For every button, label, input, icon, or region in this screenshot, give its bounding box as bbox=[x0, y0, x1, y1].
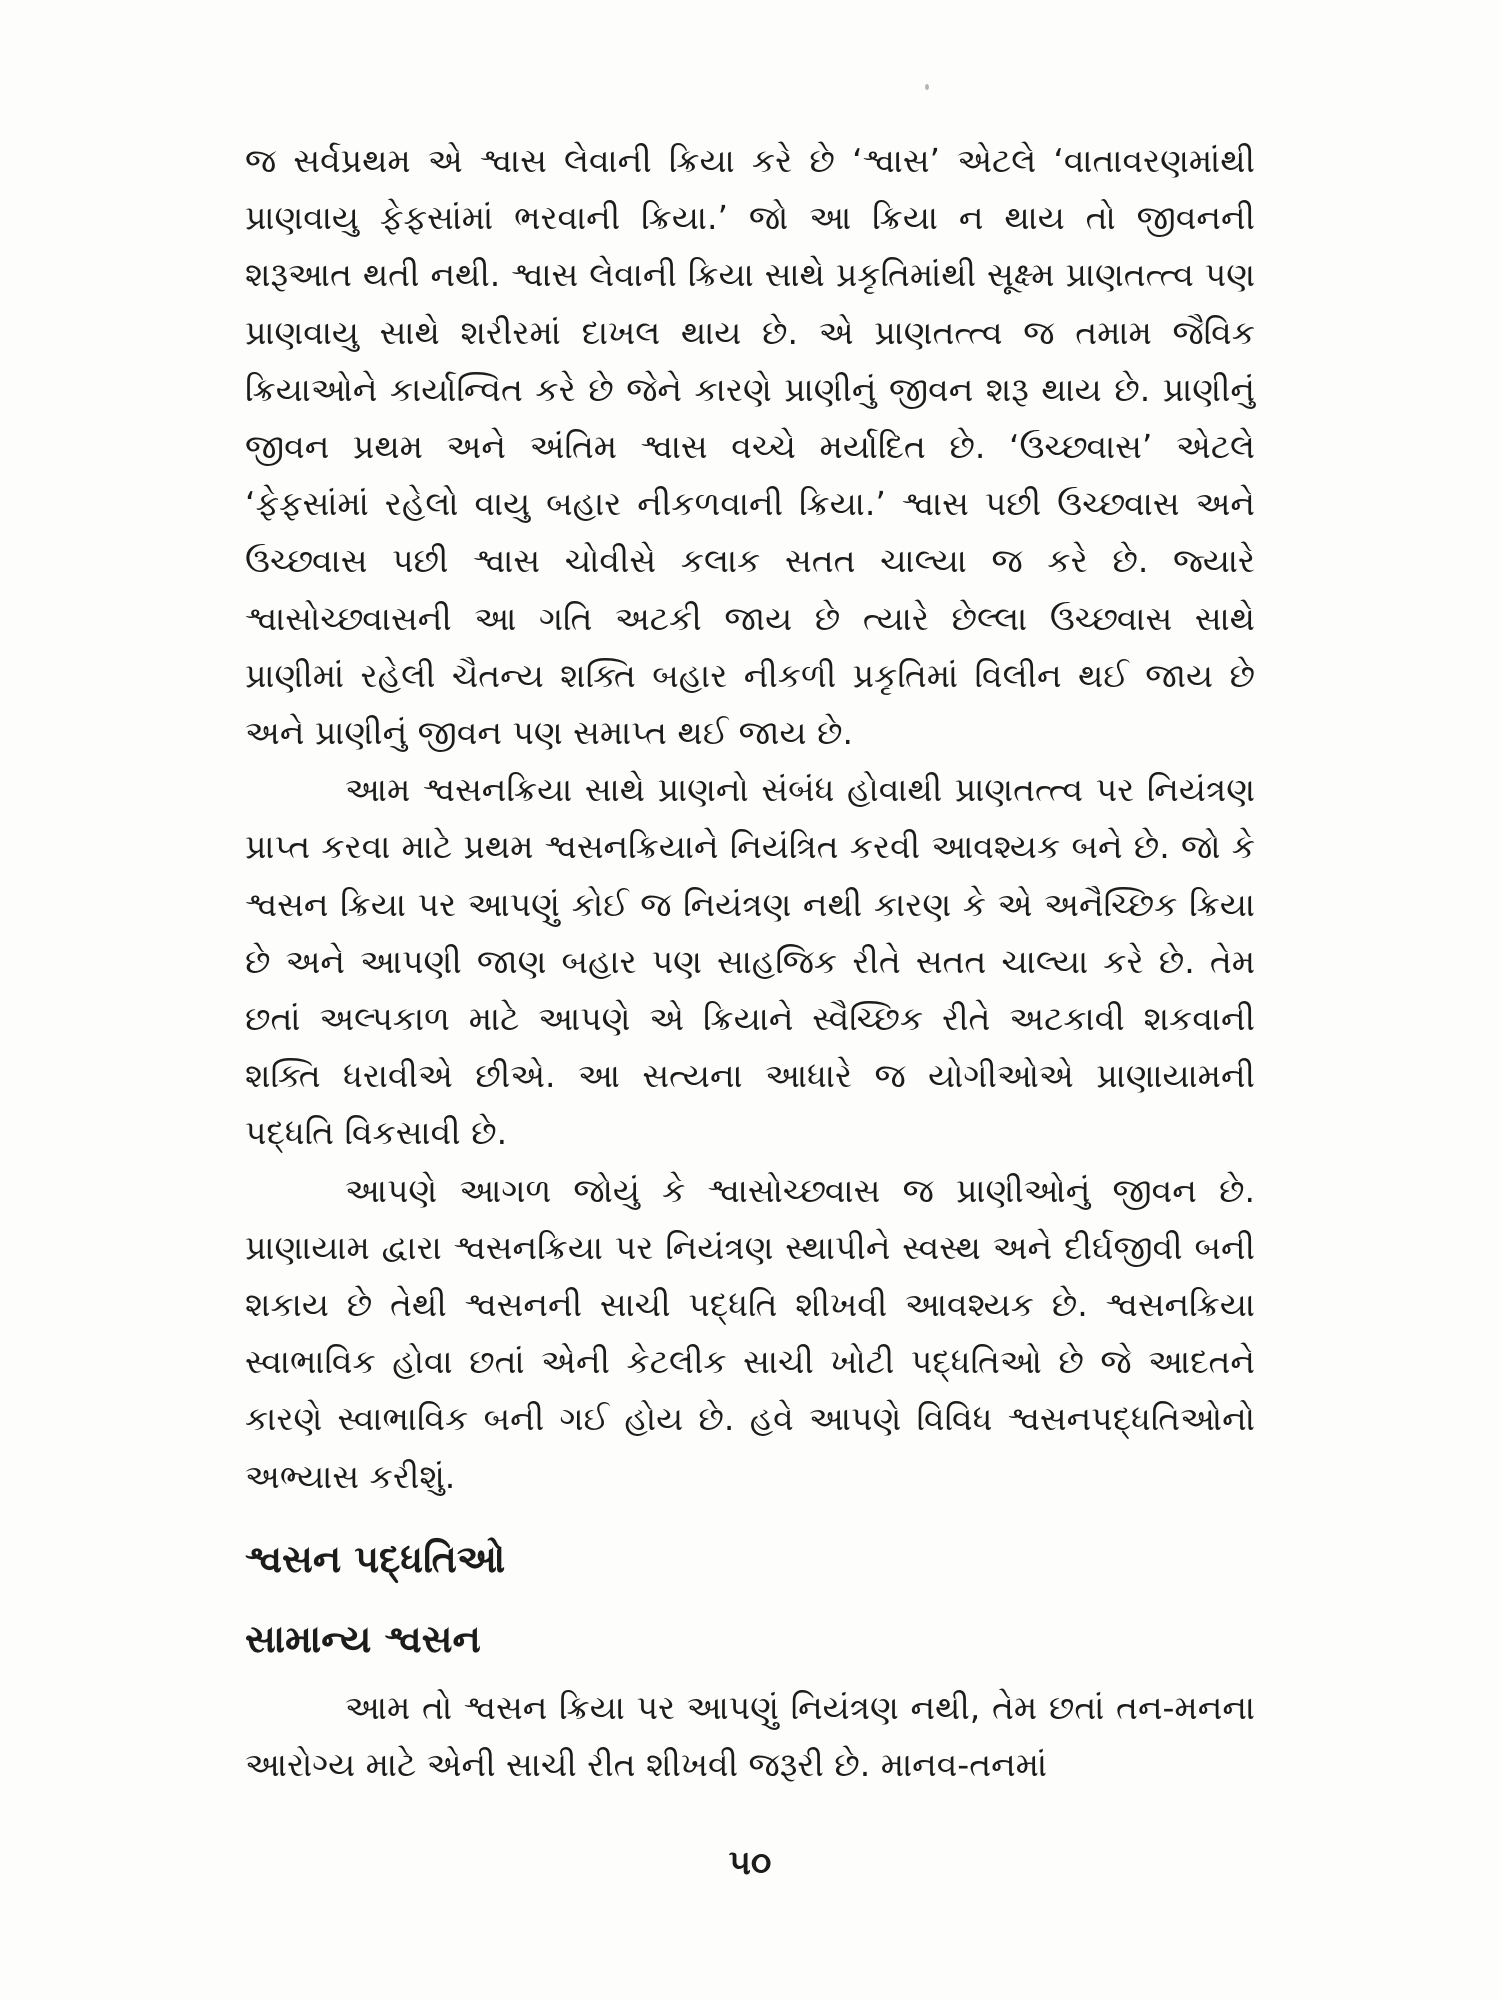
paragraph-breath-methods: આપણે આગળ જોયું કે શ્વાસોચ્છ્વાસ જ પ્રાણીઓનું જીવન છે. પ્રાણાયામ દ્વારા શ્વસનક્રિયા પર નિયંત્રણ સ્થાપીને સ્વસ્થ અને દીર્ઘજીવી બની શકાય છે તેથી શ્વસનની સાચી પદ્ધતિ શીખવી આવશ્યક છે. શ્વસનક્રિયા સ્વાભાવિક હોવા છતાં એની કેટલીક સાચી ખોટી પદ્ધતિઓ છે જે આદતને કારણે સ્વાભાવિક બની ગઈ હોય છે. હવે આપણે વિવિધ શ્વસનપદ્ધતિઓનો અભ્યાસ કરીશું. bbox=[245, 1170, 1255, 1496]
paragraph-normal-breathing: આમ તો શ્વસન ક્રિયા પર આપણું નિયંત્રણ નથી, તેમ છતાં તન-મનના આરોગ્ય માટે એની સાચી રીત શીખવી જરૂરી છે. માનવ-તનમાં bbox=[245, 1687, 1255, 1785]
subsection-heading: સામાન્ય શ્વસન bbox=[245, 1616, 481, 1661]
page-number: ૫૦ bbox=[728, 1843, 772, 1883]
page-body bbox=[245, 132, 1255, 1793]
paper-speck bbox=[925, 84, 929, 90]
section-heading: શ્વસન પદ્ધતિઓ bbox=[245, 1536, 506, 1581]
paragraph-breath-intro: જ સર્વપ્રથમ એ શ્વાસ લેવાની ક્રિયા કરે છે ‘શ્વાસ’ એટલે ‘વાતાવરણમાંથી પ્રાણવાયુ ફેફસાંમાં ભરવાની ક્રિયા.’ જો આ ક્રિયા ન થાય તો જીવનની શરૂઆત થતી નથી. શ્વાસ લેવાની ક્રિયા સાથે પ્રકૃતિમાંથી સૂક્ષ્મ પ્રાણતત્ત્વ પણ પ્રાણવાયુ સાથે શરીરમાં દાખલ થાય છે. એ પ્રાણતત્ત્વ જ તમામ જૈવિક ક્રિયાઓને કાર્યાન્વિત કરે છે જેને કારણે પ્રાણીનું જીવન શરૂ થાય છે. પ્રાણીનું જીવન પ્રથમ અને અંતિમ શ્વાસ વચ્ચે મર્યાદિત છે. ‘ઉચ્છ્વાસ’ એટલે ‘ફેફસાંમાં રહેલો વાયુ બહાર નીકળવાની ક્રિયા.’ શ્વાસ પછી ઉચ્છ્વાસ અને ઉચ્છ્વાસ પછી શ્વાસ ચોવીસે કલાક સતત ચાલ્યા જ કરે છે. જ્યારે શ્વાસોચ્છ્વાસની આ ગતિ અટકી જાય છે ત્યારે છેલ્લા ઉચ્છ્વાસ સાથે પ્રાણીમાં રહેલી ચૈતન્ય શક્તિ બહાર નીકળી પ્રકૃતિમાં વિલીન થઈ જાય છે અને પ્રાણીનું જીવન પણ સમાપ્ત થઈ જાય છે. bbox=[245, 141, 1255, 753]
paragraph-breath-control: આમ શ્વસનક્રિયા સાથે પ્રાણનો સંબંધ હોવાથી પ્રાણતત્ત્વ પર નિયંત્રણ પ્રાપ્ત કરવા માટે પ્રથમ શ્વસનક્રિયાને નિયંત્રિત કરવી આવશ્યક બને છે. જો કે શ્વસન ક્રિયા પર આપણું કોઈ જ નિયંત્રણ નથી કારણ કે એ અનૈચ્છિક ક્રિયા છે અને આપણી જાણ બહાર પણ સાહજિક રીતે સતત ચાલ્યા કરે છે. તેમ છતાં અલ્પકાળ માટે આપણે એ ક્રિયાને સ્વૈચ્છિક રીતે અટકાવી શકવાની શક્તિ ધરાવીએ છીએ. આ સત્યના આધારે જ યોગીઓએ પ્રાણાયામની પદ્ધતિ વિકસાવી છે. bbox=[245, 770, 1255, 1153]
